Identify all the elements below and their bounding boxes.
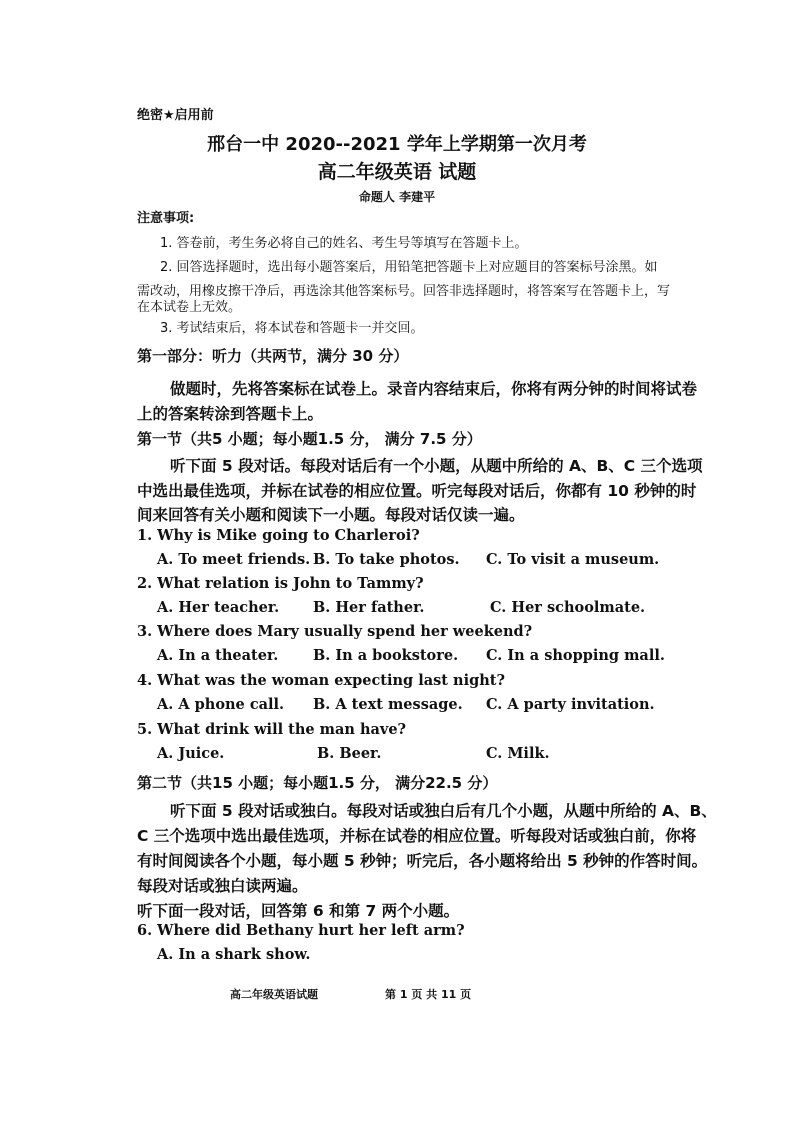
option-4c: C. A party invitation. — [486, 696, 655, 713]
secret-mark: 绝密★启用前 — [137, 108, 214, 123]
part1-intro-line-2: 上的答案转涂到答题卡上。 — [137, 405, 324, 423]
section2-intro-line-3: 有时间阅读各个小题，每小题 5 秒钟；听完后，各小题将给出 5 秒钟的作答时间。 — [137, 852, 708, 870]
section2-intro-line-2: C 三个选项中选出最佳选项，并标在试卷的相应位置。听每段对话或独白前，你将 — [137, 827, 697, 845]
question-3: 3. Where does Mary usually spend her weekend? — [137, 623, 533, 640]
footer-subject: 高二年级英语试题 — [230, 988, 318, 1001]
author: 命题人 李建平 — [358, 190, 436, 204]
question-1: 1. Why is Mike going to Charleroi? — [137, 527, 420, 544]
notice-item-3: 3. 考试结束后，将本试卷和答题卡一并交回。 — [160, 321, 424, 336]
option-1a: A. To meet friends. — [157, 551, 311, 568]
notice-heading: 注意事项: — [137, 211, 195, 226]
notice-item-1: 1. 答卷前，考生务必将自己的姓名、考生号等填写在答题卡上。 — [160, 236, 528, 251]
section1-intro-line-1: 听下面 5 段对话。每段对话后有一个小题，从题中所给的 A、B、C 三个选项 — [170, 457, 703, 475]
question-4: 4. What was the woman expecting last night? — [137, 672, 505, 689]
option-1b: B. To take photos. — [313, 551, 460, 568]
exam-subtitle: 高二年级英语 试题 — [317, 161, 477, 183]
section1-heading: 第一节（共5 小题；每小题1.5 分， 满分 7.5 分） — [137, 430, 482, 448]
option-2b: B. Her father. — [313, 599, 425, 616]
notice-item-2-line-2: 需改动，用橡皮擦干净后，再选涂其他答案标号。回答非选择题时，将答案写在答题卡上，写 — [137, 284, 671, 299]
option-1c: C. To visit a museum. — [486, 551, 660, 568]
question-2: 2. What relation is John to Tammy? — [137, 575, 424, 592]
option-6a: A. In a shark show. — [157, 946, 311, 963]
option-3a: A. In a theater. — [157, 647, 279, 664]
option-2a: A. Her teacher. — [157, 599, 280, 616]
option-4b: B. A text message. — [313, 696, 463, 713]
option-5b: B. Beer. — [317, 745, 382, 762]
section2-intro-line-1: 听下面 5 段对话或独白。每段对话或独白后有几个小题，从题中所给的 A、B、 — [170, 802, 717, 820]
question-5: 5. What drink will the man have? — [137, 721, 407, 738]
section1-intro-line-3: 间来回答有关小题和阅读下一小题。每段对话仅读一遍。 — [137, 506, 525, 524]
notice-item-2-line-1: 2. 回答选择题时，选出每小题答案后，用铅笔把答题卡上对应题目的答案标号涂黑。如 — [160, 260, 658, 275]
option-2c: C. Her schoolmate. — [490, 599, 646, 616]
part1-intro-line-1: 做题时，先将答案标在试卷上。录音内容结束后，你将有两分钟的时间将试卷 — [170, 380, 698, 398]
section2-instruction: 听下面一段对话，回答第 6 和第 7 两个小题。 — [137, 902, 460, 920]
notice-item-2-line-3: 在本试卷上无效。 — [137, 300, 242, 315]
exam-title: 邢台一中 2020--2021 学年上学期第一次月考 — [207, 134, 587, 155]
section2-intro-line-4: 每段对话或独白读两遍。 — [137, 877, 308, 895]
section1-intro-line-2: 中选出最佳选项，并标在试卷的相应位置。听完每段对话后，你都有 10 秒钟的时 — [137, 482, 697, 500]
option-5a: A. Juice. — [157, 745, 225, 762]
option-3c: C. In a shopping mall. — [486, 647, 665, 664]
part1-heading: 第一部分：听力（共两节，满分 30 分） — [137, 347, 409, 365]
option-5c: C. Milk. — [486, 745, 550, 762]
footer-page-number: 第 1 页 共 11 页 — [385, 988, 472, 1001]
option-3b: B. In a bookstore. — [313, 647, 459, 664]
question-6: 6. Where did Bethany hurt her left arm? — [137, 922, 465, 939]
option-4a: A. A phone call. — [157, 696, 285, 713]
section2-heading: 第二节（共15 小题；每小题1.5 分， 满分22.5 分） — [137, 774, 498, 792]
